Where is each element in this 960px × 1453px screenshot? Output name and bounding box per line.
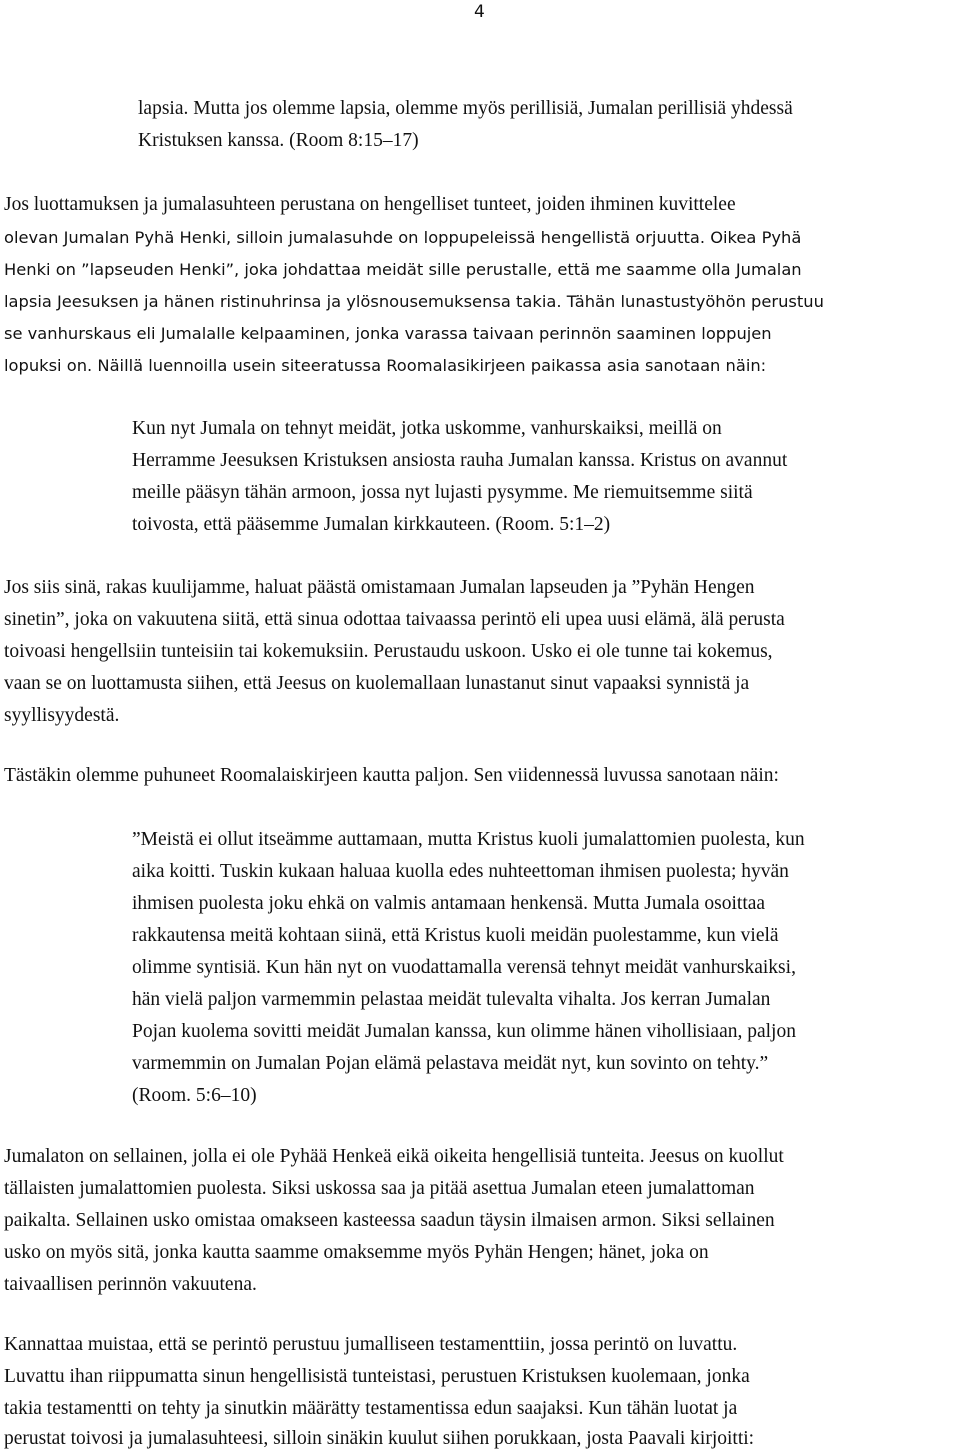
text-line: vaan se on luottamusta siihen, että Jeesus on kuolemallaan lunastanut sinut vapaaksi synnistä ja — [4, 673, 750, 694]
text-line: usko on myös sitä, jonka kautta saamme omaksemme myös Pyhän Hengen; hänet, joka on — [4, 1242, 709, 1263]
quote-line: olimme syntisiä. Kun hän nyt on vuodattamalla verensä tehnyt meidät vanhurskaiksi, — [132, 957, 796, 978]
text-line: Kristuksen kanssa. (Room 8:15–17) — [138, 130, 419, 151]
text-span: olevan Jumalan Pyhä Henki, silloin jumalasuhde on loppupeleissä hengellistä orjuutta. — [4, 228, 706, 247]
text-line: Kannattaa muistaa, että se perintö perustuu jumalliseen testamenttiin, jossa perintö on luvattu. — [4, 1334, 738, 1355]
quote-line: Pojan kuolema sovitti meidät Jumalan kanssa, kun olimme hänen vihollisiaan, paljon — [132, 1021, 796, 1042]
quote-line: ihmisen puolesta joku ehkä on valmis antamaan henkensä. Mutta Jumala osoittaa — [132, 893, 766, 914]
quote-line: hän vielä paljon varmemmin pelastaa meidät tulevalta vihalta. Jos kerran Jumalan — [132, 989, 771, 1010]
text-span: Oikea Pyhä — [710, 228, 802, 247]
text-line: taivaallisen perinnön vakuutena. — [4, 1274, 257, 1295]
quote-line: toivosta, että pääsemme Jumalan kirkkauteen. (Room. 5:1–2) — [132, 514, 611, 535]
text-line: Jumalaton on sellainen, jolla ei ole Pyhää Henkeä eikä oikeita hengellisiä tunteita. Jeesus on kuollut — [4, 1146, 784, 1167]
text-span: Tähän lunastustyöhön perustuu — [566, 292, 824, 311]
quote-line: varmemmin on Jumalan Pojan elämä pelastava meidät nyt, kun sovinto on tehty.” — [132, 1053, 769, 1074]
text-line: toivoasi hengellsiin tunteisiin tai kokemuksiin. Perustaudu uskoon. Usko ei ole tunne tai kokemus, — [4, 641, 773, 662]
text-line: perustat toivosi ja jumalasuhteesi, silloin sinäkin kuulut siihen porukkaan, josta Paavali kirjoitti: — [4, 1428, 755, 1449]
text-line: sinetin”, joka on vakuutena siitä, että sinua odottaa taivaassa perintö eli upea uusi elämä, älä perusta — [4, 609, 785, 630]
quote-line: rakkautensa meitä kohtaan siinä, että Kristus kuoli meidän puolestamme, kun vielä — [132, 925, 779, 946]
quote-line: (Room. 5:6–10) — [132, 1085, 257, 1106]
text-line: syyllisyydestä. — [4, 705, 120, 726]
text-line: tällaisten jumalattomien puolesta. Siksi uskossa saa ja pitää asettua Jumalan eteen jumalattoman — [4, 1178, 755, 1199]
quote-line: ”Meistä ei ollut itseämme auttamaan, mutta Kristus kuoli jumalattomien puolesta, kun — [132, 829, 805, 850]
text-span: lopuksi on. — [4, 356, 93, 375]
text-line: se vanhurskaus eli Jumalalle kelpaaminen, jonka varassa taivaan perinnön saaminen loppujen — [4, 324, 772, 343]
quote-line: Herramme Jeesuksen Kristuksen ansiosta rauha Jumalan kanssa. Kristus on avannut — [132, 450, 788, 471]
text-line — [4, 354, 766, 378]
quote-line: aika koitti. Tuskin kukaan haluaa kuolla edes nuhteettoman ihmisen puolesta; hyvän — [132, 861, 789, 882]
text-line: Luvattu ihan riippumatta sinun hengellisistä tunteistasi, perustuen Kristuksen kuolemaan, jonka — [4, 1366, 750, 1387]
text-line: Henki on ”lapseuden Henki”, joka johdattaa meidät sille perustalle, että me saamme olla Jumalan — [4, 260, 802, 279]
quote-line: Kun nyt Jumala on tehnyt meidät, jotka uskomme, vanhurskaiksi, meillä on — [132, 418, 722, 439]
text-line: lapsia. Mutta jos olemme lapsia, olemme myös perillisiä, Jumalan perillisiä yhdessä — [138, 98, 793, 119]
text-span: lapsia Jeesuksen ja hänen ristinuhrinsa ja ylösnousemuksensa takia. — [4, 292, 562, 311]
text-span: Näillä luennoilla usein siteeratussa Roomalasikirjeen paikassa asia sanotaan näin: — [97, 356, 767, 375]
text-line — [4, 290, 824, 314]
text-line — [4, 226, 801, 250]
text-line: takia testamentti on tehty ja sinutkin määrätty testamentissa edun saajaksi. Kun tähän luotat ja — [4, 1398, 738, 1419]
text-line: paikalta. Sellainen usko omistaa omakseen kasteessa saadun täysin ilmaisen armon. Siksi sellainen — [4, 1210, 775, 1231]
quote-line: meille pääsyn tähän armoon, jossa nyt lujasti pysymme. Me riemuitsemme siitä — [132, 482, 753, 503]
text-line: Jos siis sinä, rakas kuulijamme, haluat päästä omistamaan Jumalan lapseuden ja ”Pyhän Hengen — [4, 577, 755, 598]
text-line: Tästäkin olemme puhuneet Roomalaiskirjeen kautta paljon. Sen viidennessä luvussa sanotaan näin: — [4, 765, 779, 786]
text-line: Jos luottamuksen ja jumalasuhteen perustana on hengelliset tunteet, joiden ihminen kuvittelee — [4, 194, 736, 215]
